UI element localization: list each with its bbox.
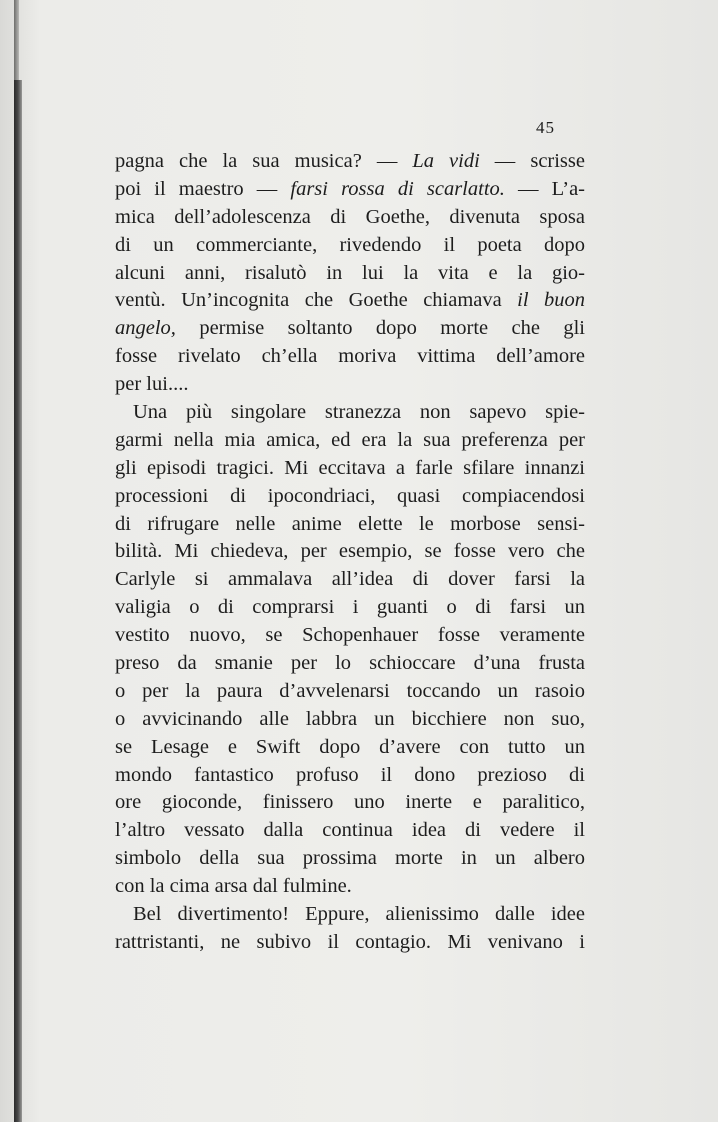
text-line: rattristanti, ne subivo il contagio. Mi venivano i (115, 930, 585, 953)
text-line: per lui.... (115, 373, 189, 396)
text-line: di rifrugare nelle anime elette le morbose sensi- (115, 512, 585, 535)
text-line: Bel divertimento! Eppure, alienissimo dalle idee (133, 903, 585, 926)
text-line: o per la paura d’avvelenarsi toccando un rasoio (115, 679, 585, 702)
text-line: Una più singolare stranezza non sapevo spie- (133, 401, 585, 424)
text-line: poi il maestro — farsi rossa di scarlatto. — L’a- (115, 177, 585, 200)
text-line: vestito nuovo, se Schopenhauer fosse veramente (115, 624, 585, 647)
text-line: pagna che la sua musica? — La vidi — scrisse (115, 150, 585, 172)
text-line: mica dell’adolescenza di Goethe, divenuta sposa (115, 205, 585, 228)
binding-edge-top (14, 0, 19, 80)
text-line: processioni di ipocondriaci, quasi compiacendosi (115, 484, 585, 507)
binding-edge (14, 80, 22, 1122)
text-line: con la cima arsa dal fulmine. (115, 875, 352, 898)
text-line: valigia o di comprarsi i guanti o di farsi un (115, 596, 585, 619)
text-line: mondo fantastico profuso il dono prezioso di (115, 763, 585, 786)
text-line: simbolo della sua prossima morte in un albero (115, 847, 585, 870)
body-text (115, 148, 585, 957)
text-line: o avvicinando alle labbra un bicchiere non suo, (115, 707, 585, 730)
text-line: bilità. Mi chiedeva, per esempio, se fosse vero che (115, 540, 585, 563)
text-line: gli episodi tragici. Mi eccitava a farle sfilare innanzi (115, 456, 585, 479)
text-line: ore gioconde, finissero uno inerte e paralitico, (115, 791, 585, 814)
text-line: Carlyle si ammalava all’idea di dover farsi la (115, 568, 585, 591)
text-line: fosse rivelato ch’ella moriva vittima dell’amore (115, 345, 585, 368)
text-line: di un commerciante, rivedendo il poeta dopo (115, 233, 585, 256)
text-line: preso da smanie per lo schioccare d’una frusta (115, 652, 585, 675)
text-line: se Lesage e Swift dopo d’avere con tutto un (115, 735, 585, 758)
text-line: angelo, permise soltanto dopo morte che gli (115, 317, 585, 340)
text-line: ventù. Un’incognita che Goethe chiamava il buon (115, 289, 585, 312)
page-number: 45 (536, 118, 555, 137)
text-line: l’altro vessato dalla continua idea di vedere il (115, 819, 585, 842)
text-line: alcuni anni, risalutò in lui la vita e la gio- (115, 261, 585, 284)
text-line: garmi nella mia amica, ed era la sua preferenza per (115, 428, 585, 451)
